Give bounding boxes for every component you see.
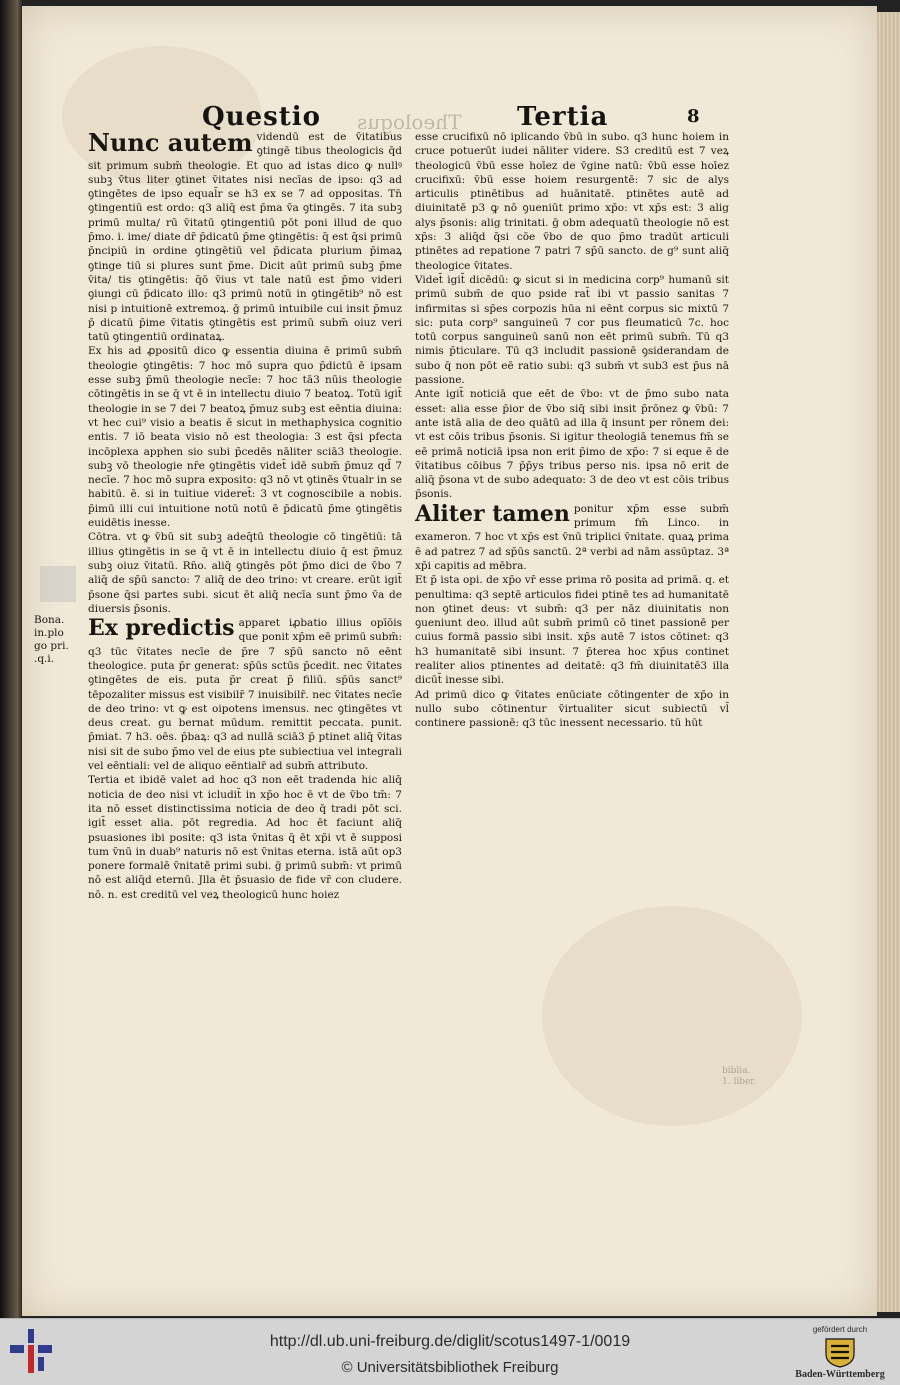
paragraph: Ex his ad ꝓpositū dico ꝙ essentia diuina ē primū subm̄ theologie ꝯtingētis: 7 hoc mō supra quo p̄dictū ē ipsam esse subꝫ p̄mū theologie necīe: 7 hoc tā3 nūis theologie cōtingētis in se q̄ vt ē in intellectu diuio 7 beatoꝝ. Totū igit̄ theologie in se 7 dei 7 beatoꝝ p̄muz subꝫ est eēntia diuina: vt hec cui⁹ visio a beatis ē sicut in methaphysica cognitio entis. 7 iō beata visio nō est theologia: 3 est q̄si pfecta incōplexa apphen sio subi p̄cedēs nāliter sciā3 theologie. subꝫ vō theologie nr̄e ꝯtingētis videt̄ idē subm̄ p̄muz qd̄ 7 necīe. 7 hoc mō supra exposito: q3 nō vt ꝯtinēs v̄tualr in se habitū. ē. si in tuitiue videret̄: 3 vt cognoscibile a nobis. p̄imū illi cui intuitione notū notū ē p̄dicatū p̄me ꝯtingētis euidētis inesse. [88, 345, 402, 530]
book-binding-edge [0, 0, 22, 1318]
folio-number: 8 [687, 106, 700, 127]
sponsor-name: Baden-Württemberg [795, 1369, 885, 1380]
offset-note: biblia. 1. liber. [722, 1066, 757, 1087]
permalink-url[interactable]: http://dl.ub.uni-freiburg.de/diglit/scotus1497-1/0019 [269, 1333, 631, 1350]
paper-stain [542, 906, 802, 1126]
text-column-left [88, 130, 402, 902]
paragraph: esse crucifixū nō iplicando v̄bū in subo. q3 hunc hoiem in cruce potuerūt iudei nāliter videre. S3 creditū est 7 veꝝ theologicū v̄bū esse hoīez de v̄gine natū: v̄bū esse hoīez crucifixū: v̄bū esse hoiem resurgentē: 7 sic de alys articulis ptinētibus ad huānitatē. ptinētes autē ad diuinitatē p3 ꝙ nō ꝯueniūt primo xp̄o: vt xp̄s est: 3 alig alys p̄sonis: alig trinitati. ḡ obm adequatū theologie nō est xp̄s: 3 aliq̄d q̄si cōe v̄bo de quo p̄mo tradūt articuli ptinētes ad repatione 7 patri 7 sp̄ū sancto. de g⁹ sunt aliq̄ theologice v̄itates. [415, 131, 729, 272]
copyright-notice: © Universitätsbibliothek Freiburg [341, 1359, 559, 1376]
paragraph: Et p̄ ista opi. de xp̄o vr̄ esse prima rō posita ad primā. q. et penultima: q3 septē articulos fidei ptinē tes ad humanitatē non ꝯtinet deus: vt subm̄: q3 per nāz diuinitatis non ꝯueniunt deo. illud aūt subm̄ primū cō tinet passionē per cuius formā passio sibi insit. xp̄s autē 7 istos cōtinet: q3 h3 humanitatē sibi insunt. 7 p̄terea hoc xp̄us continet realiter alios ptinentes ad deitatē: q3 fm̄ diuinitatē3 illa dicūt̄ inesse sibi. [415, 574, 729, 687]
paragraph: Tertia et ibidē valet ad hoc q3 non eēt tradenda hic aliq̄ noticia de deo nisi vt icludit̄ in xp̄o hoc ē vt de v̄bo tm̄: 7 ita nō esset distinctissima noticia de deo q̄ tradi pōt sci. igit̄ esset alia. pōt regredia. Ad hoc ēt faciunt aliq̄ psuasiones ibi posite: q3 ista v̄nitas q̄ ēt xp̄i vt ē supposi tum v̄nū in duab⁹ naturis nō est v̄nitas eterna. istā aūt op3 ponere formalē v̄nitatē primi subi. ḡ primū subm̄: vt primū nō est aliq̄d eternū. Jlla ēt p̄suasio de fide vr̄ con cludere. nō. n. est creditū vel veꝝ theologicū hunc hoiez [88, 774, 402, 901]
marginal-note: Bona. in.plo go pri. .q.i. [34, 614, 69, 665]
decorated-initial: Nunc autem [88, 128, 253, 157]
paragraph: Cōtra. vt ꝙ v̄bū sit subꝫ adeq̄tū theologie cō tingētiū: tā illius ꝯtingētis in se q̄ vt ē in intellectu diuio q̄ est p̄muz subꝫ oiuz v̄itatū. Rn̄o. aliq̄ ꝯtingēs pōt p̄mo dici de v̄bo 7 aliq̄ de sp̄ū sancto: 7 aliq̄ de deo trino: vt creare. erūt igit̄ p̄sone q̄si partes subi. sicut ēt aliq̄ necīa sunt p̄mo v̄a de diuersis p̄sonis. [88, 531, 402, 615]
baden-wuerttemberg-crest-icon [822, 1336, 858, 1368]
running-head-left: Questio [202, 102, 321, 132]
paragraph: Nunc autem videndū est de v̄itatibus ꝯtingē tibus theologicis q̄d sit primum subm̄ theologie. Et quo ad istas dico ꝙ nullꝰ subꝫ v̄tus liter ꝯtinet v̄itates nisi necīas de ipso: q3 ad ꝯtingētes de ipso equal̄r se h3 ex se 7 ad oppositas. Tn̄ ꝯtingentiū est ordo: q3 aliq̄ est p̄ma v̄a ꝯtingēs. 7 ita subꝫ primū multa/ rū v̄itatū ꝯtingentiū pōt poni illud de quo p̄mo. i. ime/ diate dr̄ p̄dicatū p̄me ꝯtingētis: q̄ est q̄si primū p̄ncipiū in ordine ꝯtingētiū vel p̄dicata plurium p̄imaꝝ ꝯtinge tiū si plures sunt p̄me. Dicit aūt primū subꝫ p̄me v̄ita/ tis ꝯtingētis: q̄ō v̄ius vt tale natū est p̄mo videri ꝯiungi cū p̄dicato illo: q3 primū notū in ꝯtingētib⁹ nō est nisi p intuitionē extremoꝝ. ḡ primū intuibile cui insit p̄muz p̄ dicatū p̄ime v̄itatis ꝯtingētis est primū subm̄ oiuz veri tatū ꝯtingentiū ordinataꝝ. [88, 128, 402, 344]
ink-offset-mark [40, 566, 76, 602]
paragraph: Videt̄ igit̄ dicēdū: ꝙ sicut si in medicina corp⁹ humanū sit primū subm̄ de quo pside rat̄ ibi vt passio sanitas 7 infirmitas si sp̄es corpozis hūa ni eēnt corpus sic mixtū 7 sic: puta corp⁹ sanguineū 7 cor pus fleumaticū 7c. hoc totū corpus sanguineū sanū non eēt primū subm̄. Tū q3 nimis p̄ticulare. Tū q3 includit passionē ꝯsiderandam de subo q̄ non pōt eē ratio subi: q3 subm̄ vt sub3 est p̄us nā passione. [415, 273, 729, 387]
sponsor-label: gefördert durch [812, 1325, 868, 1334]
viewer-footer [0, 1318, 900, 1385]
paragraph: Ante igit̄ noticiā que eēt de v̄bo: vt de p̄mo subo nata esset: alia esse p̄ior de v̄bo siq̄ sibi insit p̄rōnez ꝙ v̄bū: 7 ante istā alia de deo quātū ad illa q̄ insunt per rōnem dei: vt est cōis tribus p̄sonis. Si igitur theologiā tenemus fm̄ se eē primā noticiā ipsa non erit p̄imo de xp̄o: 7 si eque ē de v̄itatibus cōibus 7 p̄p̄ys tribus perso nis. ipsa nō erit de aliq̄ p̄sona vt de subo adequato: 3 de deo vt est cōis tribus p̄sonis. [415, 388, 729, 501]
paragraph: Ad primū dico ꝙ v̄itates enūciate cōtingenter de xp̄o in nullo subo cōtinentur v̄irtualiter sicut subiectū vl̄ continere passionē: q3 tūc inessent necessario. tū hūt [415, 688, 729, 730]
paragraph: Aliter tamen ponitur xp̄m esse subm̄ primum fm̄ Linco. in exameron. 7 hoc vt xp̄s est v̄nū triplici v̄nitate. quaꝝ prima ē ad patrez 7 ad sp̄ūs sanctū. 2ª verbi ad nām assūptaz. 3ª xp̄i capitis ad mēbra. [415, 500, 729, 572]
paragraph: Ex predictis apparet iꝓbatio illius opīōis que ponit xp̄m eē primū subm̄: q3 tūc v̄itates necīe de p̄re 7 sp̄ū sancto nō eēnt theologice. puta p̄r generat: sp̄ūs sctūs p̄cedit. nec v̄itates ꝯtingētes de eis. puta p̄r creat p̄ filiū. sp̄ūs sanct⁹ tēpozaliter missus est visibilr̄ 7 inuisibilr̄. nec v̄itates necīe de deo trino: vt ꝙ est oipotens imensus. nec ꝯtingētes vt deus creat. gu bernat mūdum. remittit peccata. punit. p̄miat. 7 h3. oēs. p̄baꝝ: q3 ad nullā sciā3 p̄ ptinet aliq̄ v̄itas nisi sit de subo p̄mo vel de eius pte subiectiua vel integrali vel eēntiali: vel de aliquo eēntialr̄ ad subm̄ attributo. [88, 615, 402, 773]
show-through-text: Theologus [357, 110, 462, 134]
decorated-initial: Ex predictis [88, 615, 235, 642]
incunable-page [22, 6, 877, 1316]
running-head-right: Tertia [517, 102, 609, 132]
text-column-right [415, 130, 729, 730]
decorated-initial: Aliter tamen [415, 500, 570, 527]
